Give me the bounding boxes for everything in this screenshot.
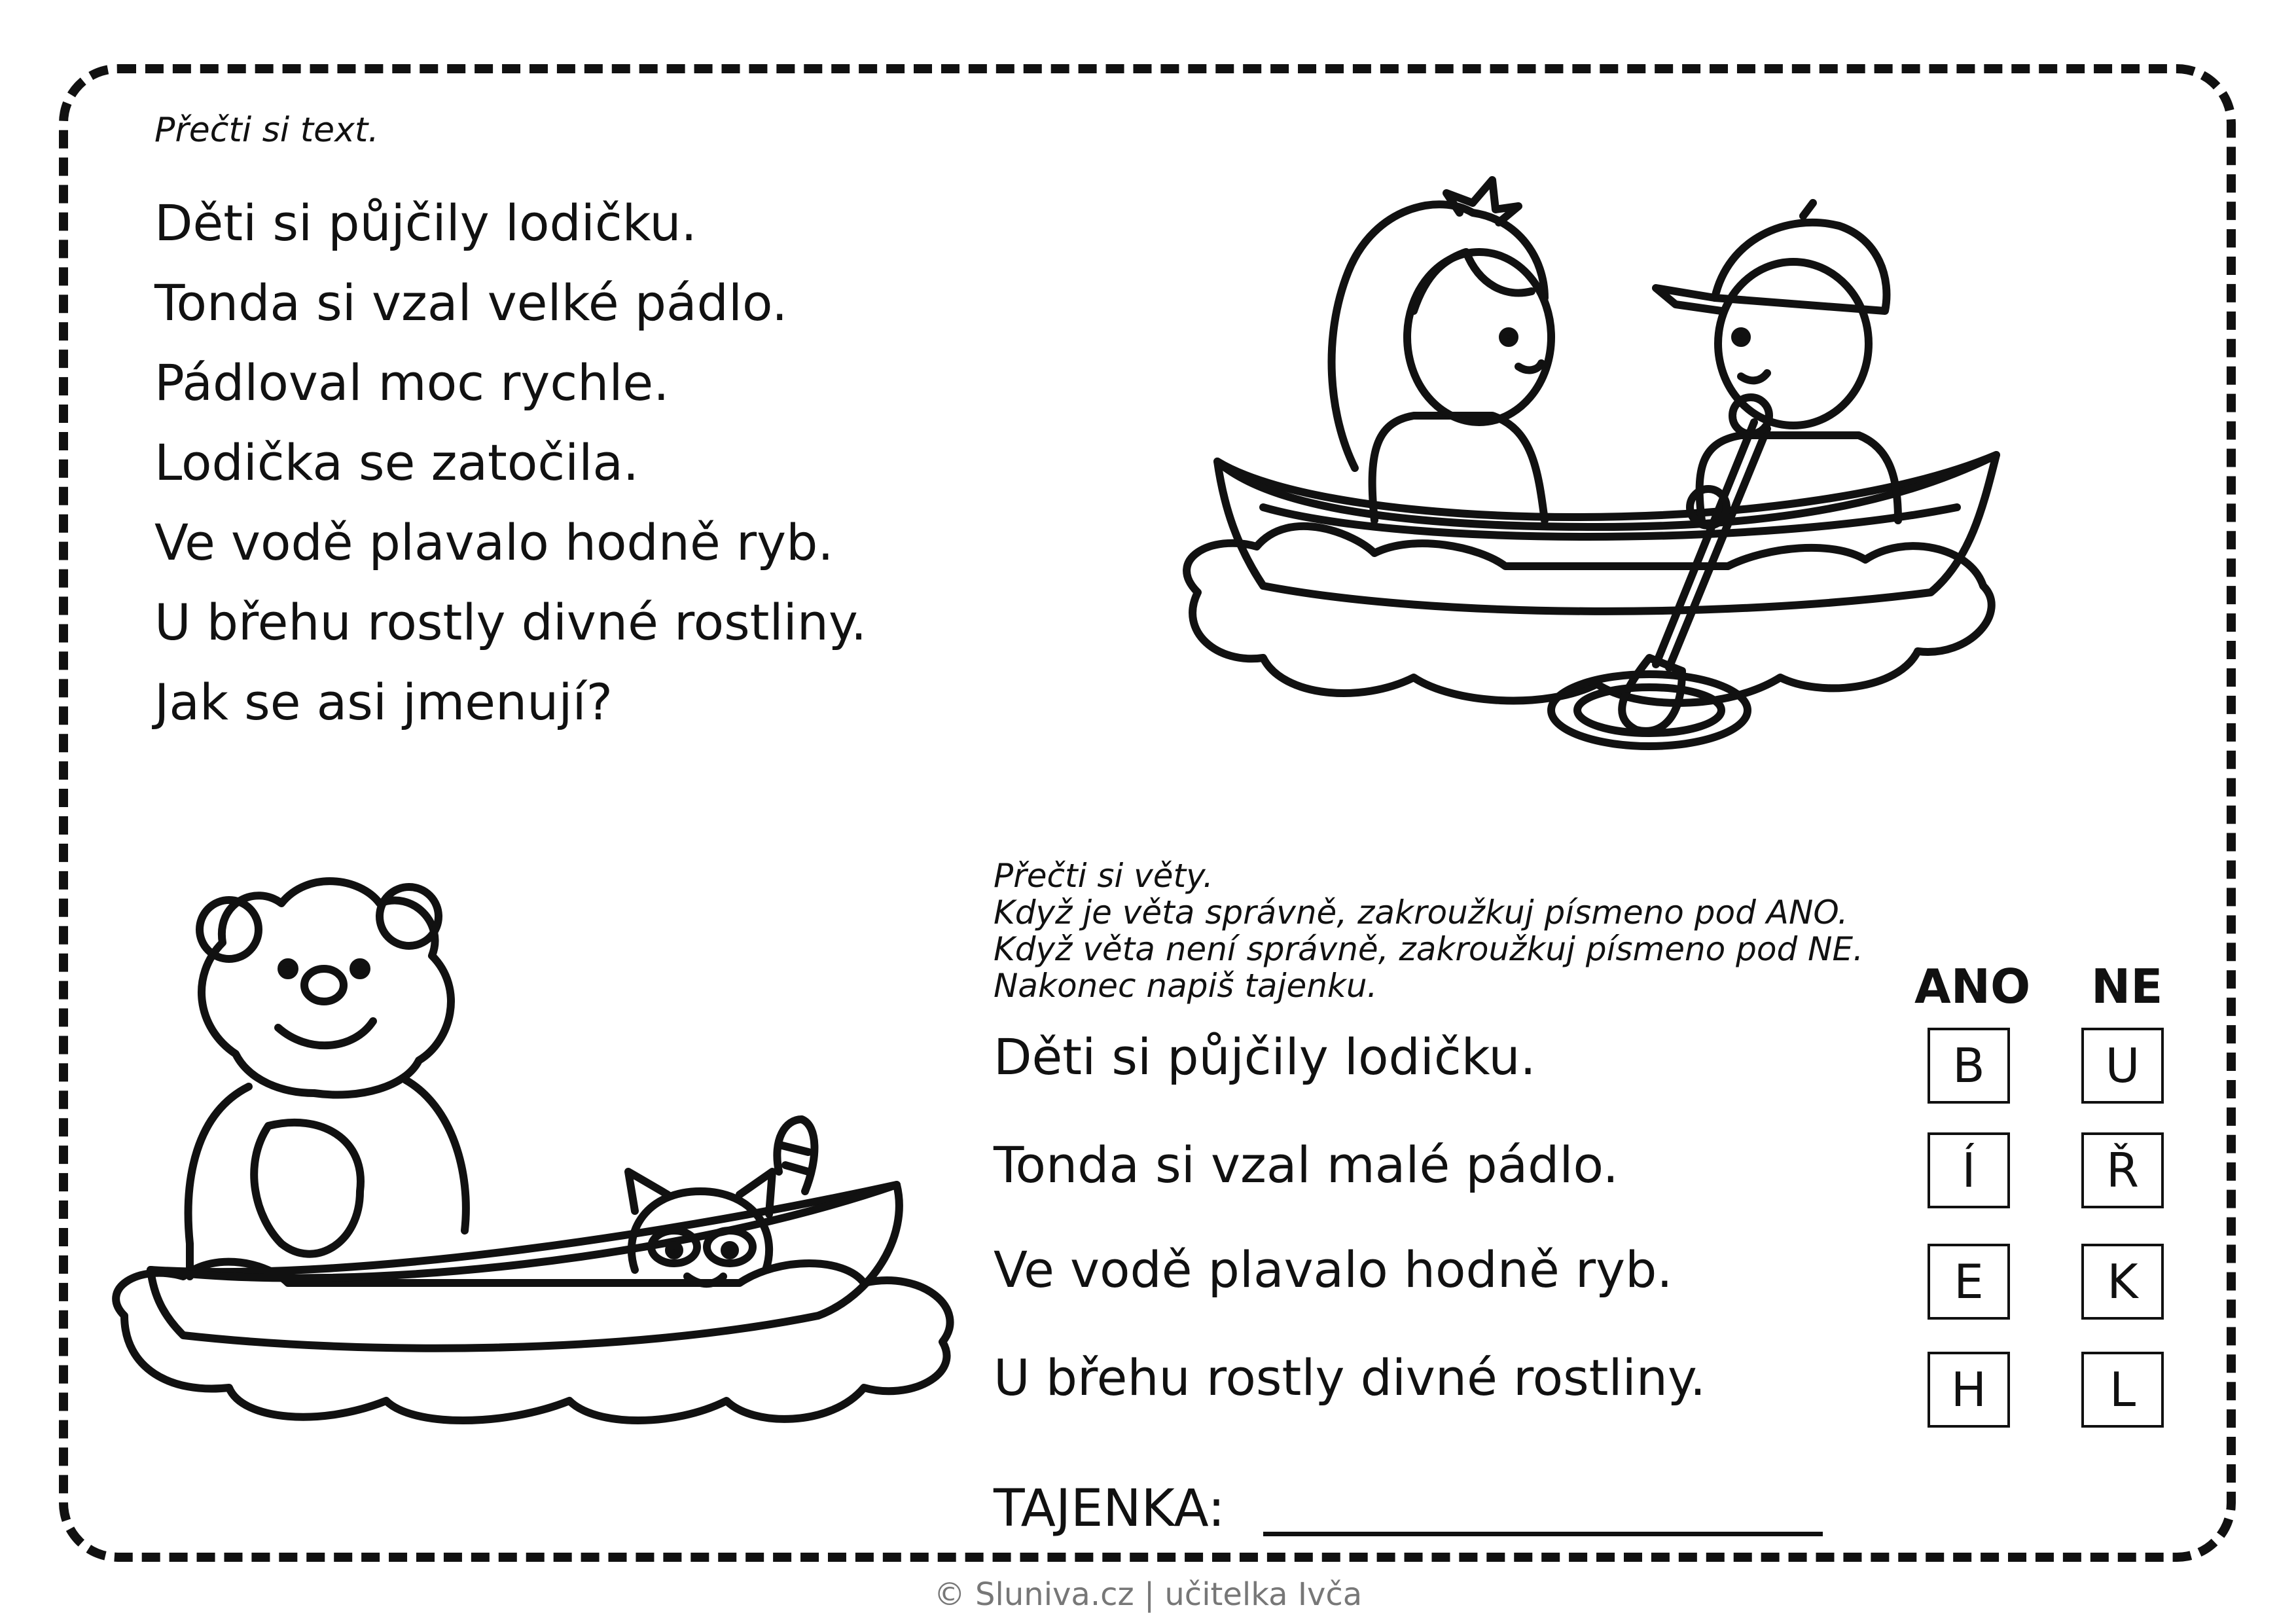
task-instruction-line: Nakonec napiš tajenku. — [994, 967, 1378, 1005]
no-letter-box-2[interactable]: Ř — [2081, 1132, 2164, 1208]
story-line: U břehu rostly divné rostliny. — [154, 593, 867, 651]
tajenka-answer-line[interactable] — [1263, 1532, 1823, 1536]
task-instruction-line: Když je věta správně, zakroužkuj písmeno pod ANO. — [994, 893, 1848, 931]
story-line: Ve vodě plavalo hodně ryb. — [154, 513, 834, 571]
read-text-instruction: Přečti si text. — [154, 111, 379, 150]
yes-letter-box-4[interactable]: H — [1928, 1352, 2010, 1428]
sentence-3: Ve vodě plavalo hodně ryb. — [994, 1240, 1673, 1299]
story-line: Lodička se zatočila. — [154, 433, 639, 492]
footer-credit: © Sluniva.cz | učitelka Ivča — [933, 1576, 1363, 1613]
task-instructions — [994, 857, 1863, 1004]
story-line: Jak se asi jmenují? — [154, 673, 613, 731]
yes-column-header: ANO — [1914, 959, 2031, 1014]
yes-letter-box-3[interactable]: E — [1928, 1244, 2010, 1320]
yes-letter-box-1[interactable]: B — [1928, 1028, 2010, 1104]
no-letter-box-3[interactable]: K — [2081, 1244, 2164, 1320]
no-letter-box-4[interactable]: L — [2081, 1352, 2164, 1428]
story-line: Pádloval moc rychle. — [154, 353, 670, 412]
no-column-header: NE — [2091, 959, 2163, 1014]
children-canoe-illustration — [1139, 141, 2055, 763]
sentence-2: Tonda si vzal malé pádlo. — [994, 1136, 1619, 1194]
tajenka-label: TAJENKA: — [994, 1479, 1225, 1538]
task-instruction-line: Přečti si věty. — [994, 857, 1213, 895]
task-instruction-line: Když věta není správně, zakroužkuj písmeno pod NE. — [994, 930, 1864, 968]
sentence-4: U břehu rostly divné rostliny. — [994, 1348, 1706, 1407]
no-letter-box-1[interactable]: U — [2081, 1028, 2164, 1104]
yes-letter-box-2[interactable]: Í — [1928, 1132, 2010, 1208]
story-line: Děti si půjčily lodičku. — [154, 194, 697, 252]
sentence-1: Děti si půjčily lodičku. — [994, 1028, 1536, 1086]
bear-raccoon-canoe-illustration — [98, 864, 975, 1440]
story-text — [154, 183, 867, 742]
story-line: Tonda si vzal velké pádlo. — [154, 274, 788, 332]
